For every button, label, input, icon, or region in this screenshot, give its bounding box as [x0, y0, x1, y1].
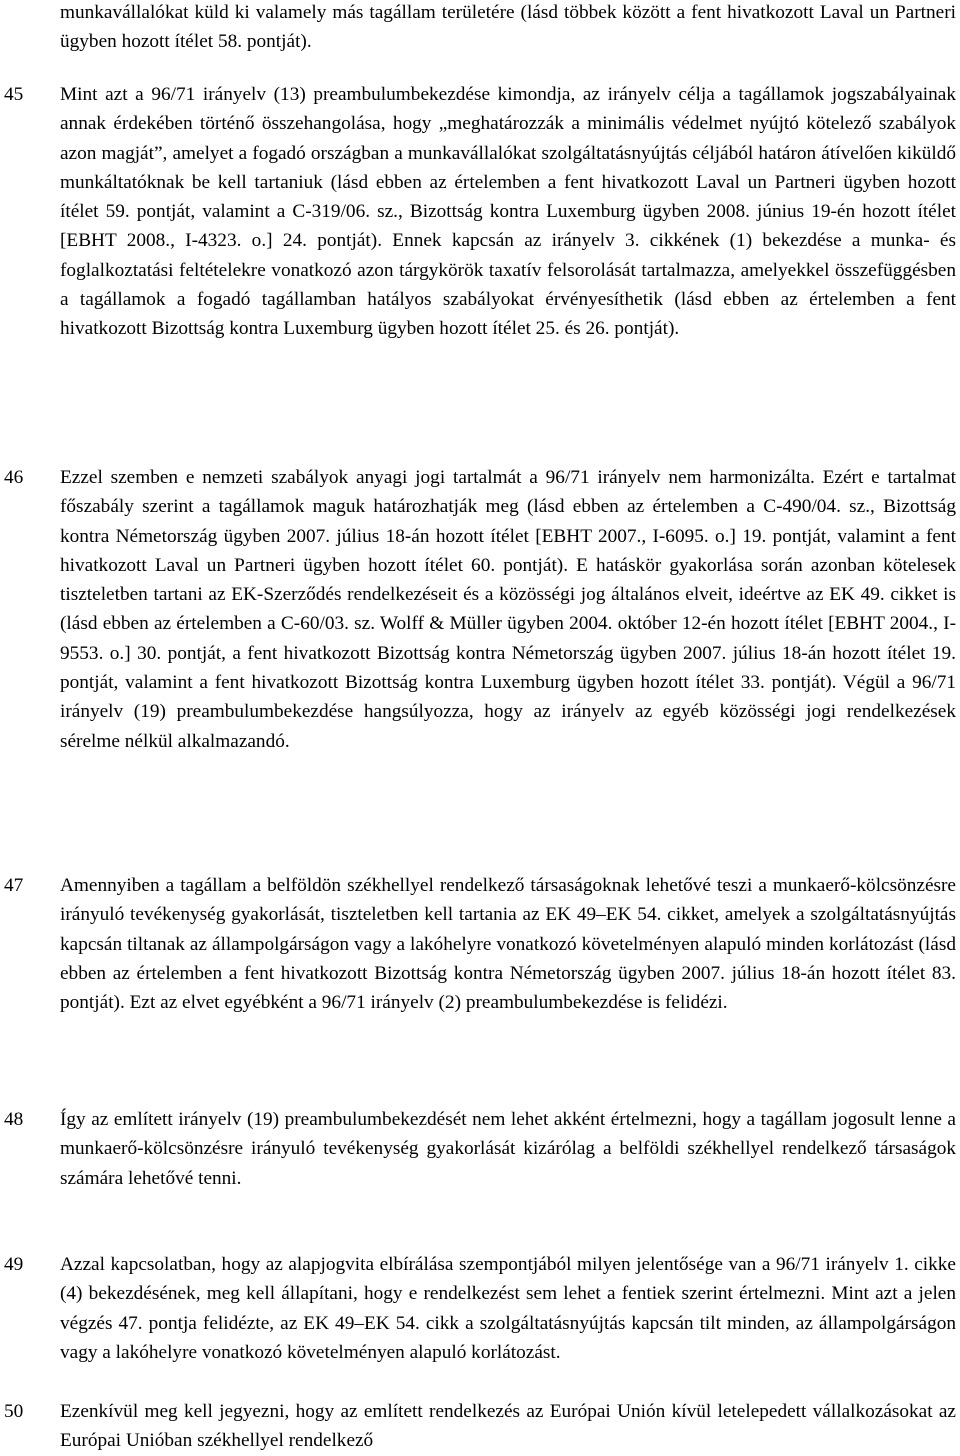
paragraph-number: 48 — [4, 1109, 24, 1130]
paragraph-number: 50 — [4, 1401, 24, 1422]
paragraph-number: 46 — [4, 467, 24, 488]
paragraph-number: 47 — [4, 875, 24, 896]
paragraph-text: Amennyiben a tagállam a belföldön székhellyel rendelkező társaságoknak lehetővé teszi a munkaerő-kölcsönzésre irányuló tevékenység gyakorlását, tiszteletben kell tartania az EK 49–EK 54. cikket, amelyek a szolgáltatásnyújtás kapcsán tiltanak az állampolgárságon vagy a lakóhelyre vonatkozó követelményen alapuló minden korlátozást (lásd ebben az értelemben a fent hivatkozott Bizottság kontra Németország ügyben 2007. július 18-án hozott ítélet 83. pontját). Ezt az elvet egyébként a 96/71 irányelv (2) preambulumbekezdése is felidézi. — [60, 875, 956, 1014]
paragraph-text: Azzal kapcsolatban, hogy az alapjogvita elbírálása szempontjából milyen jelentősége van a 96/71 irányelv 1. cikke (4) bekezdésének, meg kell állapítani, hogy e rendelkezést sem lehet a fentiek szerint értelmezni. Mint azt a jelen végzés 47. pontja felidézte, az EK 49–EK 54. cikk a szolgáltatásnyújtás kapcsán tilt minden, az állampolgárságon vagy a lakóhelyre vonatkozó követelményen alapuló korlátozást. — [60, 1254, 956, 1363]
paragraph-text: Mint azt a 96/71 irányelv (13) preambulumbekezdése kimondja, az irányelv célja a tagállamok jogszabályainak annak érdekében történő összehangolása, hogy „meghatározzák a minimális védelmet nyújtó kötelező szabályok azon magját”, amelyet a fogadó országban a munkavállalókat szolgáltatásnyújtás céljából határon átívelően kiküldő munkáltatóknak be kell tartaniuk (lásd ebben az értelemben a fent hivatkozott Laval un Partneri ügyben hozott ítélet 59. pontját, valamint a C-319/06. sz., Bizottság kontra Luxemburg ügyben 2008. június 19-én hozott ítélet [EBHT 2008., I-4323. o.] 24. pontját). Ennek kapcsán az irányelv 3. cikkének (1) bekezdése a munka- és foglalkoztatási feltételekre vonatkozó azon tárgykörök taxatív felsorolását tartalmazza, amelyekkel összefüggésben a tagállamok a fogadó tagállamban hatályos szabályokat érvényesíthetik (lásd ebben az értelemben a fent hivatkozott Bizottság kontra Luxemburg ügyben hozott ítélet 25. és 26. pontját). — [60, 84, 956, 340]
paragraph-number: 45 — [4, 84, 24, 105]
paragraph-number: 49 — [4, 1254, 24, 1275]
paragraph-text: Ezzel szemben e nemzeti szabályok anyagi jogi tartalmát a 96/71 irányelv nem harmonizálta. Ezért e tartalmat főszabály szerint a tagállamok maguk határozhatják meg (lásd ebben az értelemben a C-490/04. sz., Bizottság kontra Németország ügyben 2007. július 18-án hozott ítélet [EBHT 2007., I-6095. o.] 19. pontját, valamint a fent hivatkozott Laval un Partneri ügyben hozott ítélet 60. pontját). E hatáskör gyakorlása során azonban kötelesek tiszteletben tartani az EK-Szerződés rendelkezéseit és a közösségi jog általános elveit, ideértve az EK 49. cikket is (lásd ebben az értelemben a C-60/03. sz. Wolff & Müller ügyben 2004. október 12-én hozott ítélet [EBHT 2004., I-9553. o.] 30. pontját, a fent hivatkozott Bizottság kontra Németország ügyben 2007. július 18-án hozott ítélet 19. pontját, valamint a fent hivatkozott Bizottság kontra Luxemburg ügyben hozott ítélet 33. pontját). Végül a 96/71 irányelv (19) preambulumbekezdése hangsúlyozza, hogy az irányelv az egyéb közösségi jogi rendelkezések sérelme nélkül alkalmazandó. — [60, 467, 956, 752]
paragraph-text: Így az említett irányelv (19) preambulumbekezdését nem lehet akként értelmezni, hogy a tagállam jogosult lenne a munkaerő-kölcsönzésre irányuló tevékenység gyakorlását kizárólag a belföldi székhellyel rendelkező társaságok számára lehetővé tenni. — [60, 1109, 956, 1189]
continued-paragraph: munkavállalókat küld ki valamely más tagállam területére (lásd többek között a fent hivatkozott Laval un Partneri ügyben hozott ítélet 58. pontját). — [60, 2, 956, 53]
paragraph-text: Ezenkívül meg kell jegyezni, hogy az említett rendelkezés az Európai Unión kívül letelepedett vállalkozásokat az Európai Unióban székhellyel rendelkező — [60, 1401, 956, 1452]
